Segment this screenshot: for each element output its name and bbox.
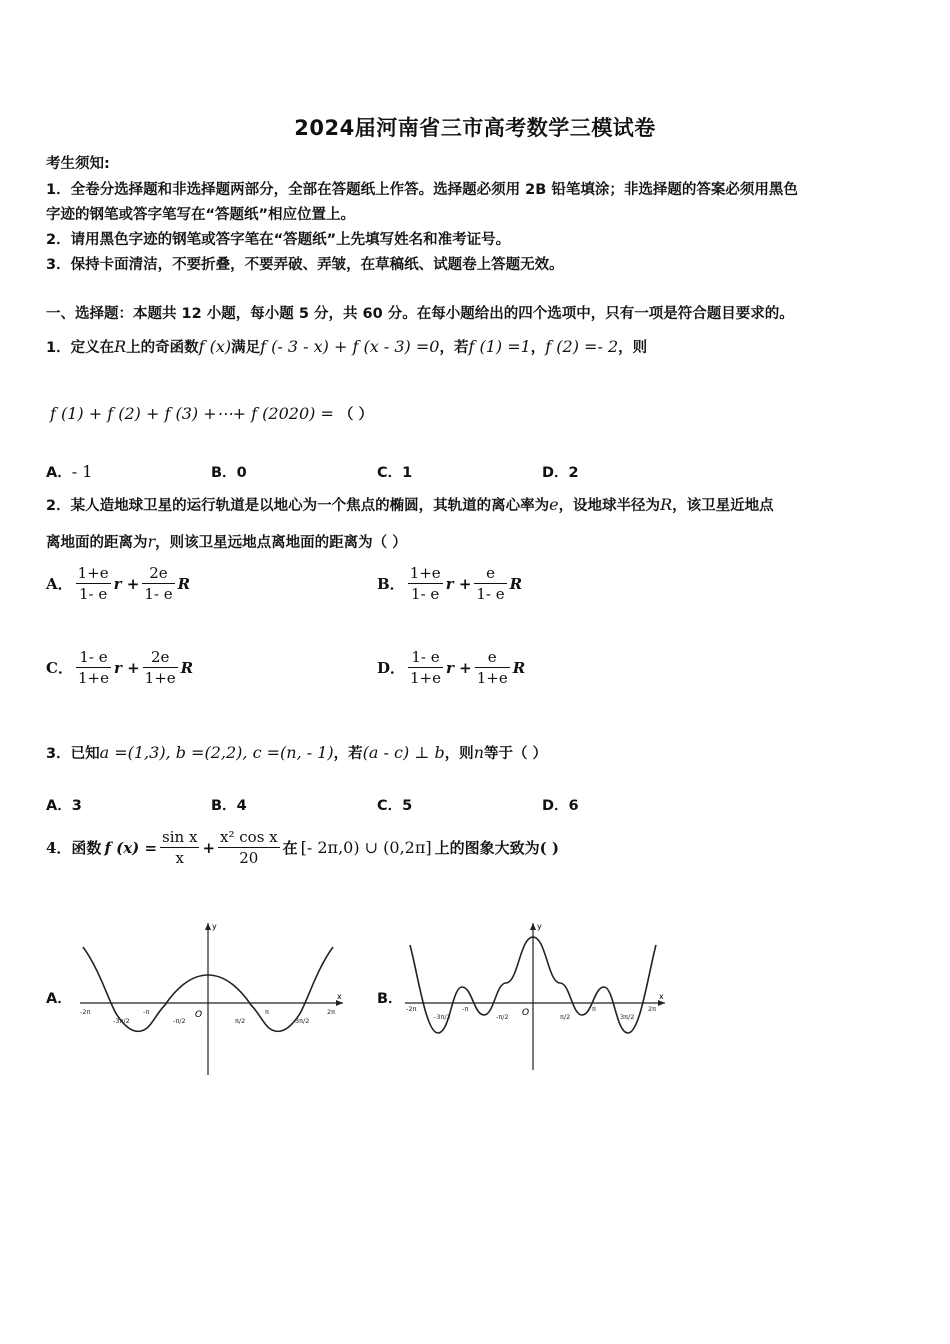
tick-a-7: 3π/2 — [295, 1017, 310, 1025]
question-1-expression: f (1) + f (2) + f (3) +⋯+ f (2020) = （ ） — [50, 404, 373, 423]
origin-label: O — [522, 1008, 530, 1018]
y-axis-label: y — [537, 922, 542, 931]
q1-option-c[interactable]: C．1 — [377, 465, 413, 481]
q1-option-a[interactable]: A．- 1 — [46, 462, 93, 481]
question-1: 1．定义在R上的奇函数f (x)满足f (- 3 - x) + f (x - 3) =0，若f (1) =1，f (2) =- 2，则 — [46, 337, 648, 356]
tick-a-3: -π — [143, 1008, 150, 1016]
question-2-line-1: 2．某人造地球卫星的运行轨道是以地心为一个焦点的椭圆，其轨道的离心率为e，设地球半径为R，该卫星近地点 — [46, 495, 774, 514]
tick-b-5: π/2 — [560, 1013, 571, 1021]
origin-label: O — [195, 1010, 203, 1020]
q4-option-b-label[interactable]: B． — [377, 991, 403, 1007]
question-4: 4．函数 f (x) = $\frac{\text{sin x}}{x}$ + $\frac{\text{x² cos x}}{20}$ 在 [- 2π,0) ∪ (0,2π] 上的图象大致为( ) — [46, 828, 560, 867]
notice-line-2: 2．请用黑色字迹的钢笔或答字笔在“答题纸”上先填写姓名和准考证号。 — [46, 232, 511, 248]
tick-b-3: -π — [462, 1005, 469, 1013]
y-axis-label: y — [212, 922, 217, 931]
notice-line-1b: 字迹的钢笔或答字笔写在“答题纸”相应位置上。 — [46, 207, 356, 223]
tick-a-4: -π/2 — [173, 1017, 186, 1025]
question-3: 3．已知a =(1,3), b =(2,2), c =(n, - 1)，若(a - c) ⊥ b，则n等于（ ） — [46, 743, 548, 762]
page-title: 2024届河南省三市高考数学三模试卷 — [294, 116, 656, 140]
tick-b-7: 3π/2 — [620, 1013, 635, 1021]
tick-a-6: π — [265, 1008, 269, 1016]
y-axis-arrow — [530, 923, 536, 930]
tick-a-1: -2π — [80, 1008, 91, 1016]
q1-option-d[interactable]: D．2 — [542, 465, 579, 481]
tick-b-8: 2π — [648, 1005, 657, 1013]
question-2-line-2: 离地面的距离为r，则该卫星远地点离地面的距离为（ ） — [46, 532, 407, 551]
y-axis-arrow — [205, 923, 211, 930]
q3-option-b[interactable]: B．4 — [211, 798, 247, 814]
graph-b[interactable] — [400, 915, 675, 1080]
q2-option-d[interactable]: D． $\frac{1- e}{1+e}$ r + $\frac{e}{1+e}$ R — [377, 648, 526, 687]
q3-option-a[interactable]: A．3 — [46, 798, 82, 814]
q3-option-d[interactable]: D．6 — [542, 798, 579, 814]
tick-a-8: 2π — [327, 1008, 336, 1016]
q2-option-c[interactable]: C． $\frac{1- e}{1+e}$ r + $\frac{2e}{1+e}$ R — [46, 648, 194, 687]
notice-line-3: 3．保持卡面清洁，不要折叠，不要弄破、弄皱，在草稿纸、试题卷上答题无效。 — [46, 257, 564, 273]
section-heading: 一、选择题：本题共 12 小题，每小题 5 分，共 60 分。在每小题给出的四个选项中，只有一项是符合题目要求的。 — [46, 306, 794, 322]
tick-a-2: -3π/2 — [113, 1017, 130, 1025]
notice-heading: 考生须知: — [46, 156, 110, 172]
q2-option-b[interactable]: B． $\frac{1+e}{1- e}$ r + $\frac{e}{1- e}$ R — [377, 564, 523, 603]
tick-b-1: -2π — [406, 1005, 417, 1013]
q3-option-c[interactable]: C．5 — [377, 798, 413, 814]
x-axis-label: x — [659, 992, 664, 1001]
tick-b-2: -3π/2 — [434, 1013, 451, 1021]
x-axis-label: x — [337, 992, 342, 1001]
q1-option-b[interactable]: B．0 — [211, 465, 247, 481]
tick-b-4: -π/2 — [496, 1013, 509, 1021]
tick-a-5: π/2 — [235, 1017, 246, 1025]
q4-option-a-label[interactable]: A． — [46, 991, 72, 1007]
graph-a[interactable] — [75, 915, 350, 1080]
tick-b-6: π — [592, 1005, 596, 1013]
q2-option-a[interactable]: A． $\frac{1+e}{1- e}$ r + $\frac{2e}{1- e}$ R — [46, 564, 191, 603]
notice-line-1a: 1．全卷分选择题和非选择题两部分，全部在答题纸上作答。选择题必须用 2B 铅笔填涂；非选择题的答案必须用黑色 — [46, 182, 798, 198]
